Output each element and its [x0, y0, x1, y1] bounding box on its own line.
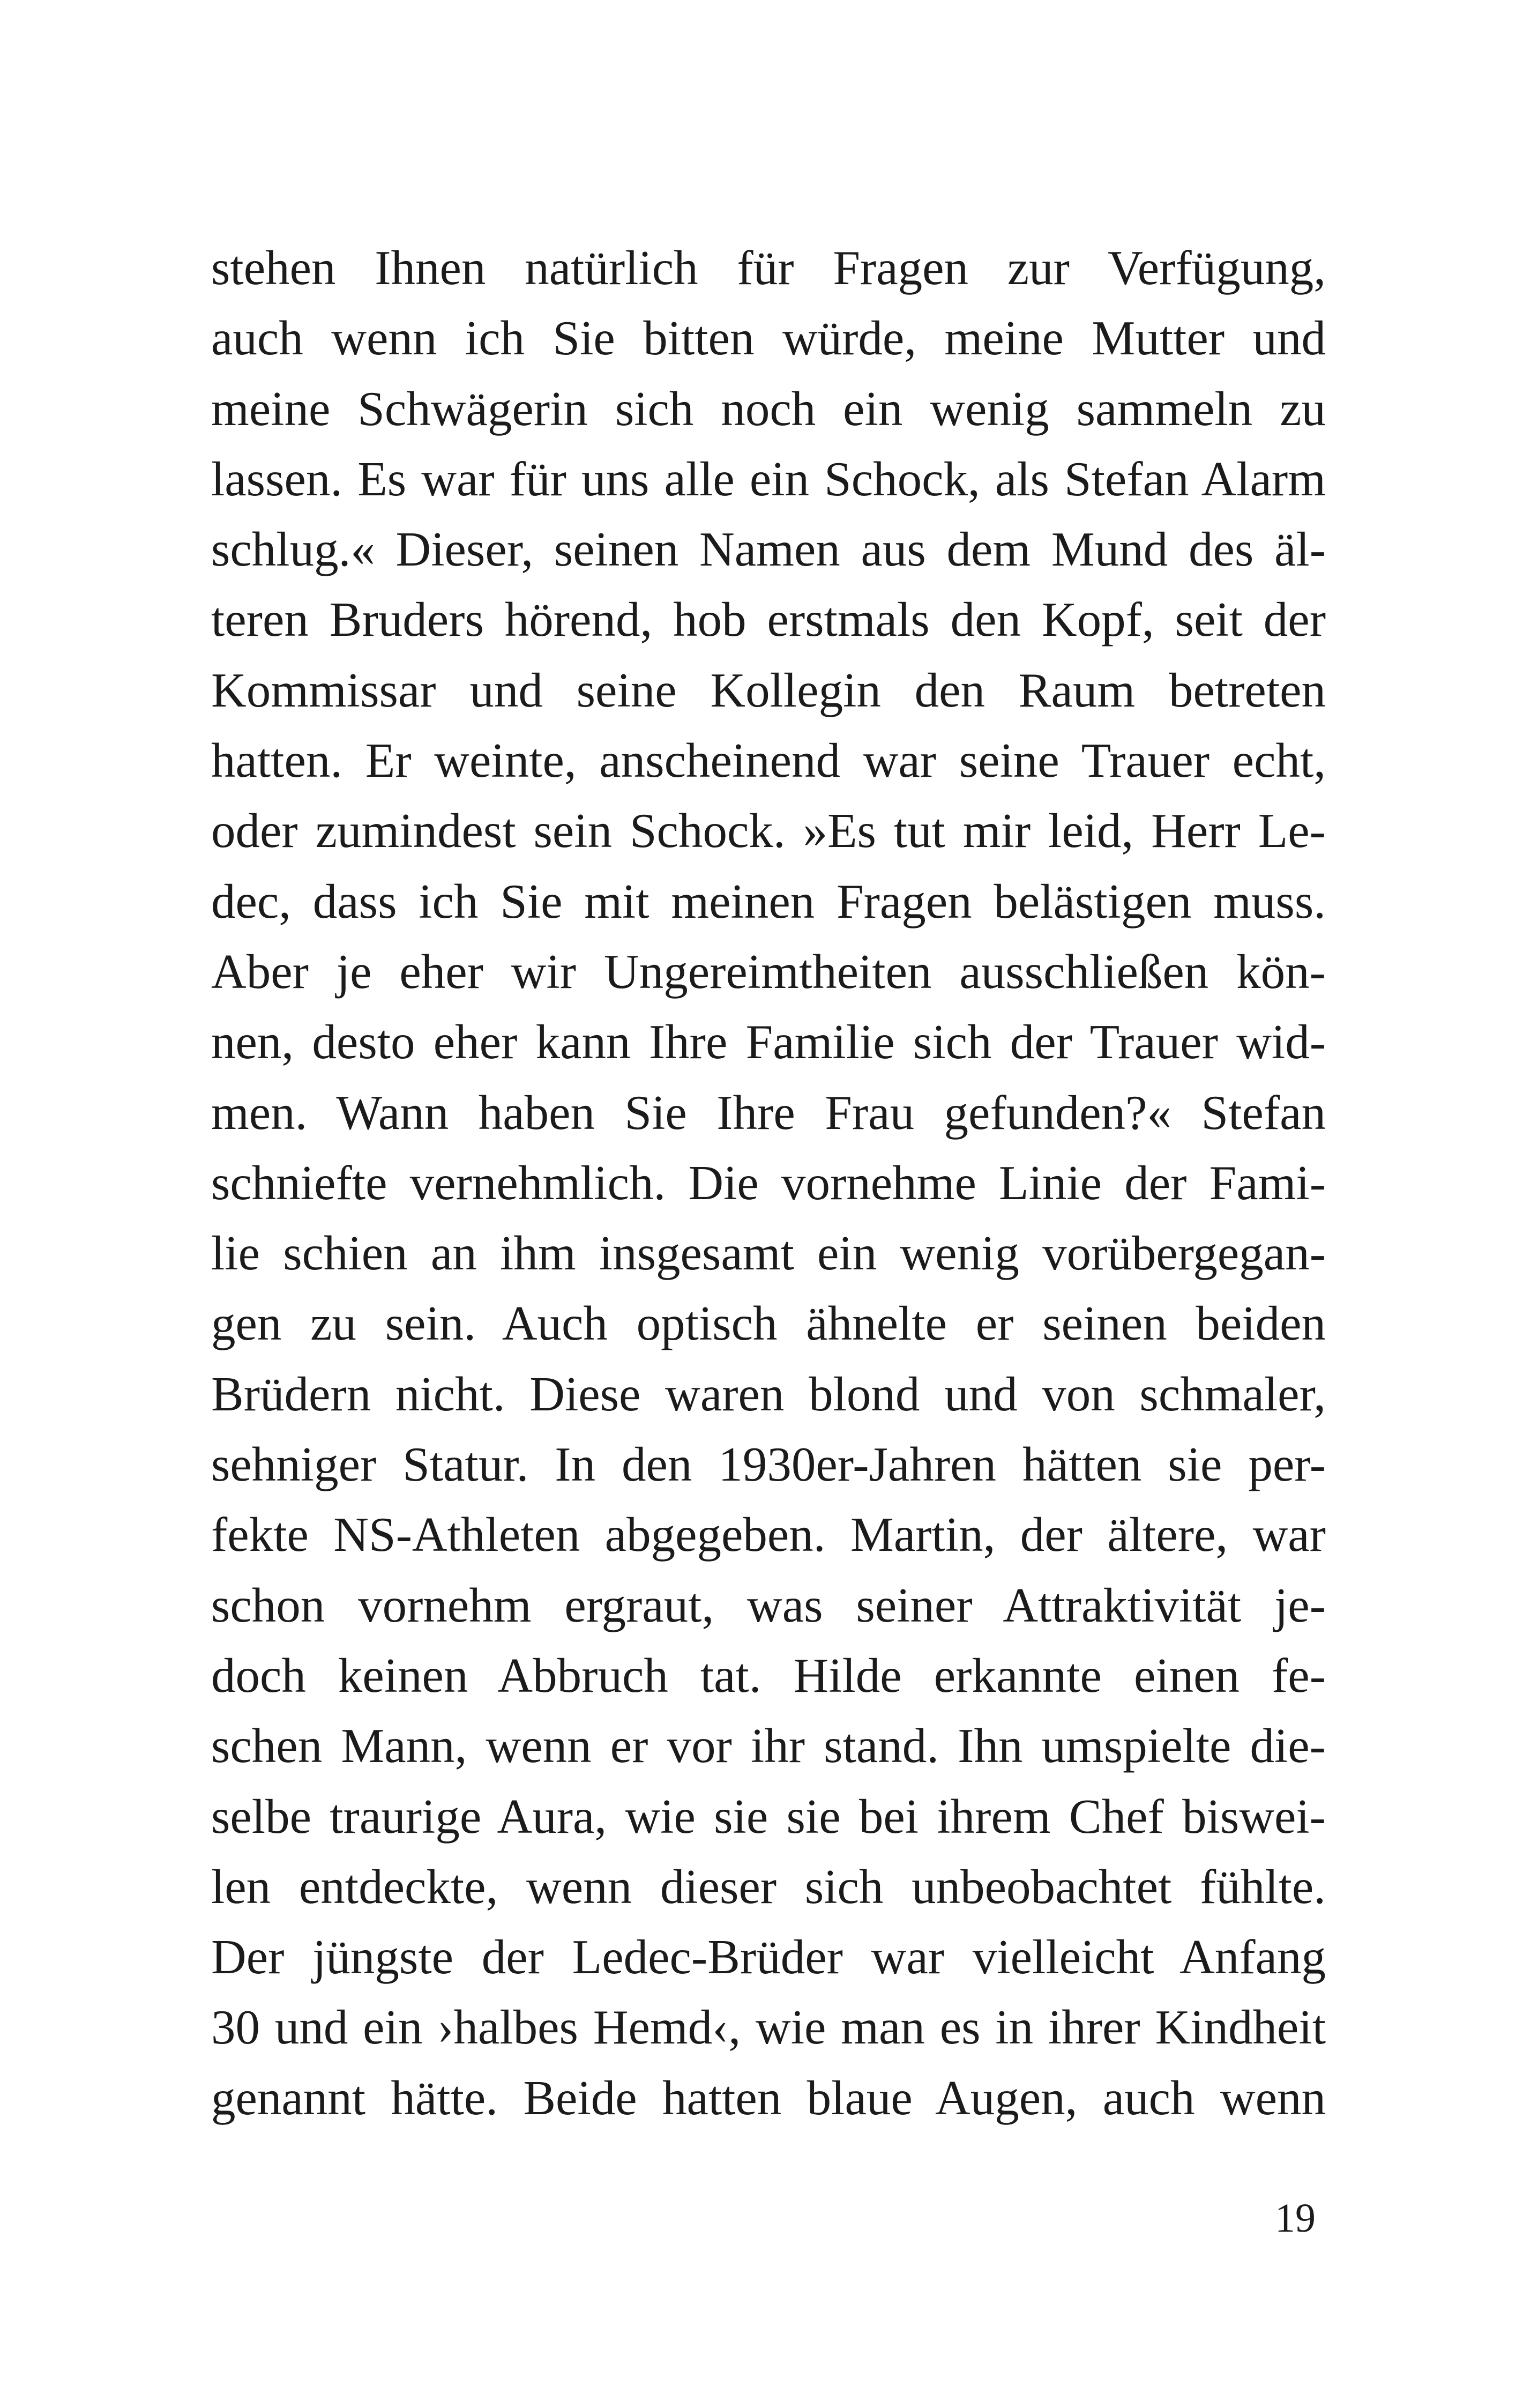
text-line: lassen. Es war für uns alle ein Schock, als Stefan Alarm	[211, 451, 1326, 506]
text-line: auch wenn ich Sie bitten würde, meine Mutter und	[211, 311, 1326, 366]
text-line: schen Mann, wenn er vor ihr stand. Ihn umspielte die-	[211, 1719, 1326, 1773]
text-line: men. Wann haben Sie Ihre Frau gefunden?« Stefan	[211, 1085, 1326, 1140]
text-line: schniefte vernehmlich. Die vornehme Linie der Fami-	[211, 1155, 1326, 1210]
text-line: Kommissar und seine Kollegin den Raum betreten	[211, 663, 1326, 717]
text-line: schlug.« Dieser, seinen Namen aus dem Mund des äl-	[211, 522, 1326, 577]
text-line: hatten. Er weinte, anscheinend war seine Trauer echt,	[211, 733, 1326, 788]
text-line: genannt hätte. Beide hatten blaue Augen, auch wenn	[211, 2070, 1326, 2125]
page-number: 19	[1275, 2196, 1316, 2241]
text-line: dec, dass ich Sie mit meinen Fragen belästigen muss.	[211, 874, 1326, 928]
text-line: selbe traurige Aura, wie sie sie bei ihrem Chef biswei-	[211, 1789, 1326, 1844]
text-line: teren Bruders hörend, hob erstmals den Kopf, seit der	[211, 592, 1326, 647]
text-line: fekte NS-Athleten abgegeben. Martin, der ältere, war	[211, 1507, 1326, 1562]
text-line: gen zu sein. Auch optisch ähnelte er seinen beiden	[211, 1296, 1326, 1351]
text-line: oder zumindest sein Schock. »Es tut mir leid, Herr Le-	[211, 804, 1326, 858]
body-text	[211, 233, 1326, 2133]
text-line: Brüdern nicht. Diese waren blond und von schmaler,	[211, 1366, 1326, 1421]
text-line: nen, desto eher kann Ihre Familie sich der Trauer wid-	[211, 1015, 1326, 1069]
text-line: len entdeckte, wenn dieser sich unbeobachtet fühlte.	[211, 1859, 1326, 1914]
text-line: sehniger Statur. In den 1930er-Jahren hätten sie per-	[211, 1437, 1326, 1492]
text-line: meine Schwägerin sich noch ein wenig sammeln zu	[211, 381, 1326, 436]
text-line: Aber je eher wir Ungereimtheiten ausschließen kön-	[211, 944, 1326, 999]
text-line: lie schien an ihm insgesamt ein wenig vorübergegan-	[211, 1226, 1326, 1281]
text-line: stehen Ihnen natürlich für Fragen zur Verfügung,	[211, 241, 1326, 295]
text-line: schon vornehm ergraut, was seiner Attraktivität je-	[211, 1578, 1326, 1632]
text-line: 30 und ein ›halbes Hemd‹, wie man es in ihrer Kindheit	[211, 2000, 1326, 2055]
text-line: Der jüngste der Ledec-Brüder war vielleicht Anfang	[211, 1930, 1326, 1985]
text-line: doch keinen Abbruch tat. Hilde erkannte einen fe-	[211, 1648, 1326, 1703]
